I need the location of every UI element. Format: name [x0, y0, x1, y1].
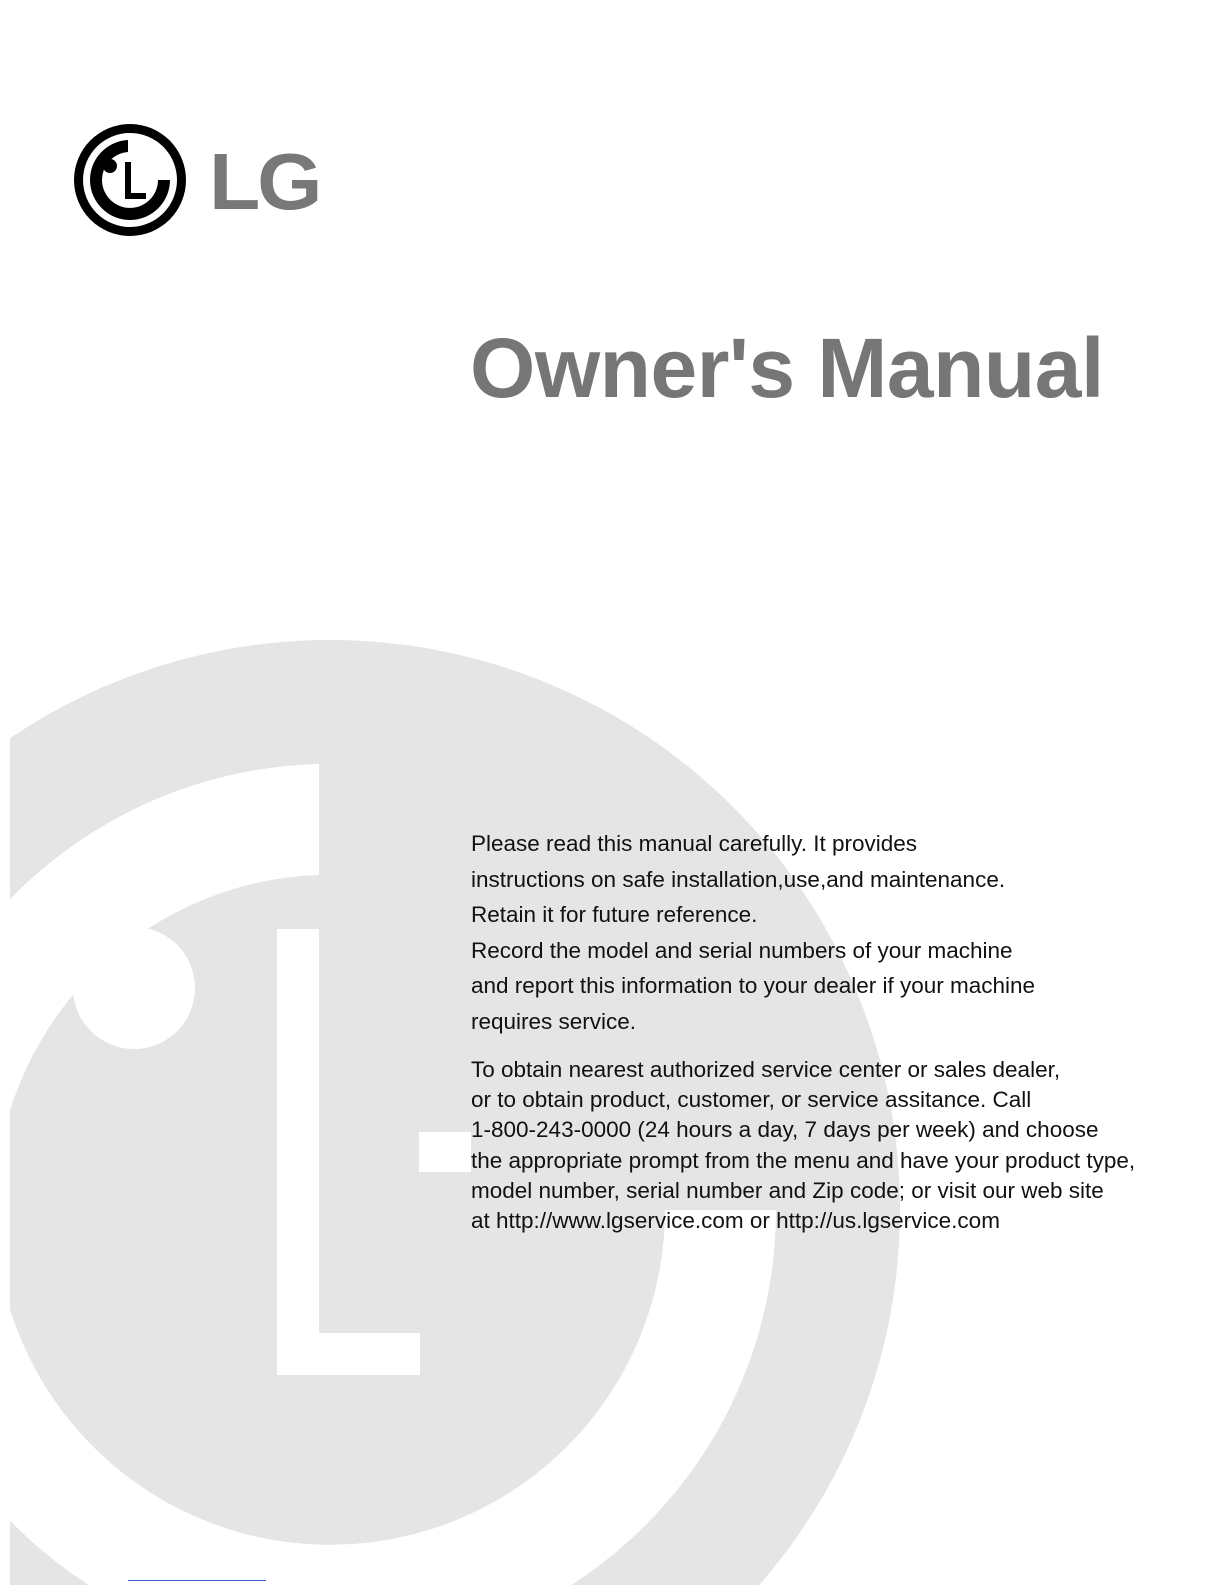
- contact-line: model number, serial number and Zip code; or visit our web site: [471, 1177, 1104, 1203]
- contact-line: at http://www.lgservice.com or http://us.lgservice.com: [471, 1207, 1000, 1233]
- page-title: Owner's Manual: [470, 321, 1104, 415]
- lg-logo-wordmark: LG: [209, 137, 320, 226]
- intro-line: Retain it for future reference.: [471, 902, 758, 927]
- intro-line: requires service.: [471, 1008, 637, 1034]
- contact-line: the appropriate prompt from the menu and have your product type,: [471, 1147, 1136, 1173]
- contact-paragraph: [471, 1055, 1135, 1236]
- contact-line: To obtain nearest authorized service center or sales dealer,: [471, 1057, 1061, 1082]
- intro-line: instructions on safe installation,use,and maintenance.: [471, 866, 1006, 892]
- intro-paragraph: [471, 826, 1035, 1039]
- contact-line: 1-800-243-0000 (24 hours a day, 7 days per week) and choose: [471, 1117, 1099, 1143]
- footer-link-underline[interactable]: [128, 1580, 266, 1581]
- lg-logo: [72, 122, 322, 238]
- intro-line: Record the model and serial numbers of your machine: [471, 937, 1013, 963]
- lg-logo-mark-icon: [72, 122, 188, 238]
- intro-line: Please read this manual carefully. It provides: [471, 831, 918, 856]
- contact-line: or to obtain product, customer, or service assitance. Call: [471, 1087, 1032, 1113]
- intro-line: and report this information to your dealer if your machine: [471, 973, 1036, 998]
